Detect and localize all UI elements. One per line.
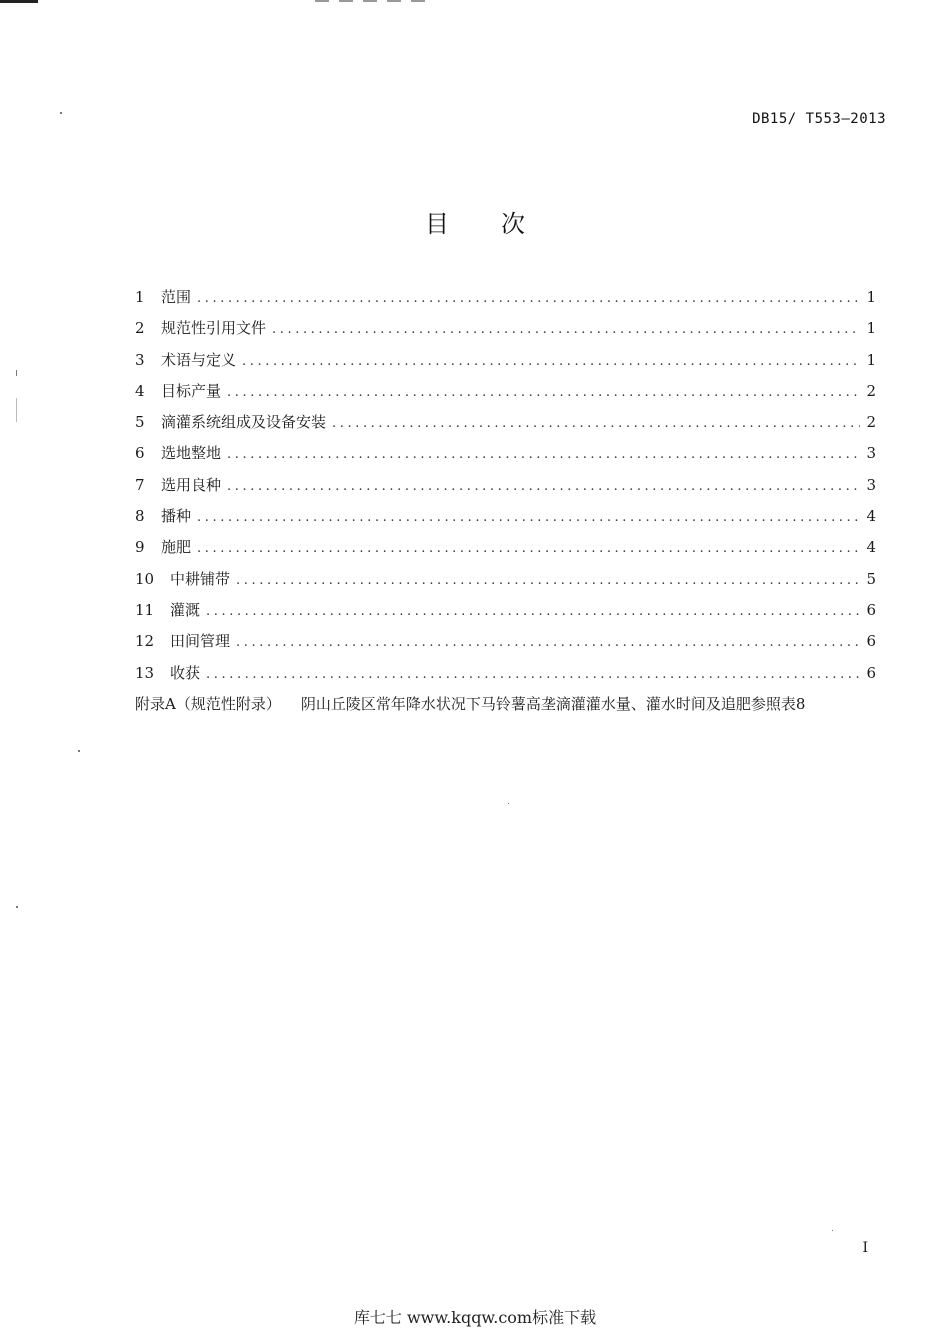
toc-entry-number: 13 (135, 663, 155, 682)
toc-entry-label: 灌溉 (170, 600, 201, 619)
toc-entry-number: 2 (135, 319, 145, 338)
scan-speck (16, 370, 17, 376)
toc-entry-label: 收获 (170, 663, 201, 682)
toc-entry-number: 4 (135, 381, 145, 400)
appendix-label: 附录A（规范性附录） (135, 694, 281, 713)
toc-dot-leader (197, 502, 860, 533)
toc-entry[interactable] (135, 564, 876, 595)
toc-entry-label: 滴灌系统组成及设备安装 (161, 413, 327, 432)
toc-entry-label: 播种 (161, 507, 192, 526)
toc-entry[interactable] (135, 345, 876, 376)
toc-entry-page: 3 (866, 475, 876, 494)
toc-entry-page: 2 (866, 381, 876, 400)
toc-entry[interactable] (135, 658, 876, 689)
toc-entry-page: 4 (866, 507, 876, 526)
toc-entry-label: 中耕铺带 (170, 569, 231, 588)
toc-entry[interactable] (135, 313, 876, 344)
toc-entry-page: 6 (866, 663, 876, 682)
toc-entry-number: 8 (135, 507, 145, 526)
scan-border-mark (0, 0, 38, 3)
toc-dot-leader (242, 346, 860, 377)
toc-appendix-entry[interactable] (135, 689, 876, 720)
toc-dot-leader (227, 439, 860, 470)
toc-entry-label: 选地整地 (161, 444, 222, 463)
toc-entry[interactable] (135, 595, 876, 626)
toc-entry-label: 选用良种 (161, 475, 222, 494)
toc-dot-leader (236, 565, 860, 596)
toc-dot-leader (197, 283, 860, 314)
toc-entry-number: 1 (135, 288, 145, 306)
toc-entry-number: 5 (135, 413, 145, 432)
scan-speck (16, 906, 18, 908)
toc-entry-number: 9 (135, 538, 145, 557)
toc-title: 目次 (425, 210, 577, 238)
toc-entry[interactable] (135, 626, 876, 657)
scan-speck (508, 803, 509, 804)
toc-entry-page: 3 (866, 444, 876, 463)
toc-entry-number: 6 (135, 444, 145, 463)
toc-entry-number: 3 (135, 350, 145, 369)
scan-speck (60, 112, 62, 114)
toc-dot-leader (332, 408, 860, 439)
toc-dot-leader (272, 314, 860, 345)
toc-entry[interactable] (135, 438, 876, 469)
toc-entry-label: 田间管理 (170, 632, 231, 651)
toc-entry-label: 目标产量 (161, 381, 222, 400)
toc-entry-page: 6 (866, 600, 876, 619)
appendix-title: 阴山丘陵区常年降水状况下马铃薯高垄滴灌灌水量、灌水时间及追肥参照表 (300, 694, 796, 713)
toc-entry-page: 1 (866, 288, 876, 306)
scan-speck (78, 750, 80, 752)
toc-entry[interactable] (135, 282, 876, 313)
toc-entry[interactable] (135, 376, 876, 407)
page-number: I (862, 1240, 868, 1256)
document-code: DB15/ T553—2013 (752, 111, 886, 127)
toc-entry-page: 2 (866, 413, 876, 432)
toc-entry[interactable] (135, 532, 876, 563)
scan-header-residue (315, 0, 425, 2)
toc-entry-label: 范围 (161, 288, 192, 306)
toc-dot-leader (227, 471, 860, 502)
toc-dot-leader (206, 659, 860, 690)
scan-speck (832, 1230, 833, 1231)
toc-entry-number: 7 (135, 475, 145, 494)
toc-entry-page: 6 (866, 632, 876, 651)
toc-entry-label: 施肥 (161, 538, 192, 557)
toc-dot-leader (236, 627, 860, 658)
toc-entry-label: 术语与定义 (161, 350, 237, 369)
toc-entry-number: 10 (135, 569, 155, 588)
toc-entry-label: 规范性引用文件 (161, 319, 267, 338)
scan-speck (16, 398, 17, 422)
toc-entry[interactable] (135, 470, 876, 501)
footer-watermark: 库七七 www.kqqw.com标准下载 (353, 1308, 597, 1327)
toc-dot-leader (206, 596, 860, 627)
toc-entry-number: 12 (135, 632, 155, 651)
toc-entry-page: 1 (866, 350, 876, 369)
toc-entry-number: 11 (135, 600, 155, 619)
table-of-contents (135, 282, 876, 720)
toc-entry[interactable] (135, 407, 876, 438)
toc-entry-page: 5 (866, 569, 876, 588)
toc-dot-leader (227, 377, 860, 408)
toc-entry-page: 4 (866, 538, 876, 557)
toc-entry-page: 1 (866, 319, 876, 338)
toc-dot-leader (197, 533, 860, 564)
appendix-page: 8 (795, 694, 806, 713)
toc-entry[interactable] (135, 501, 876, 532)
